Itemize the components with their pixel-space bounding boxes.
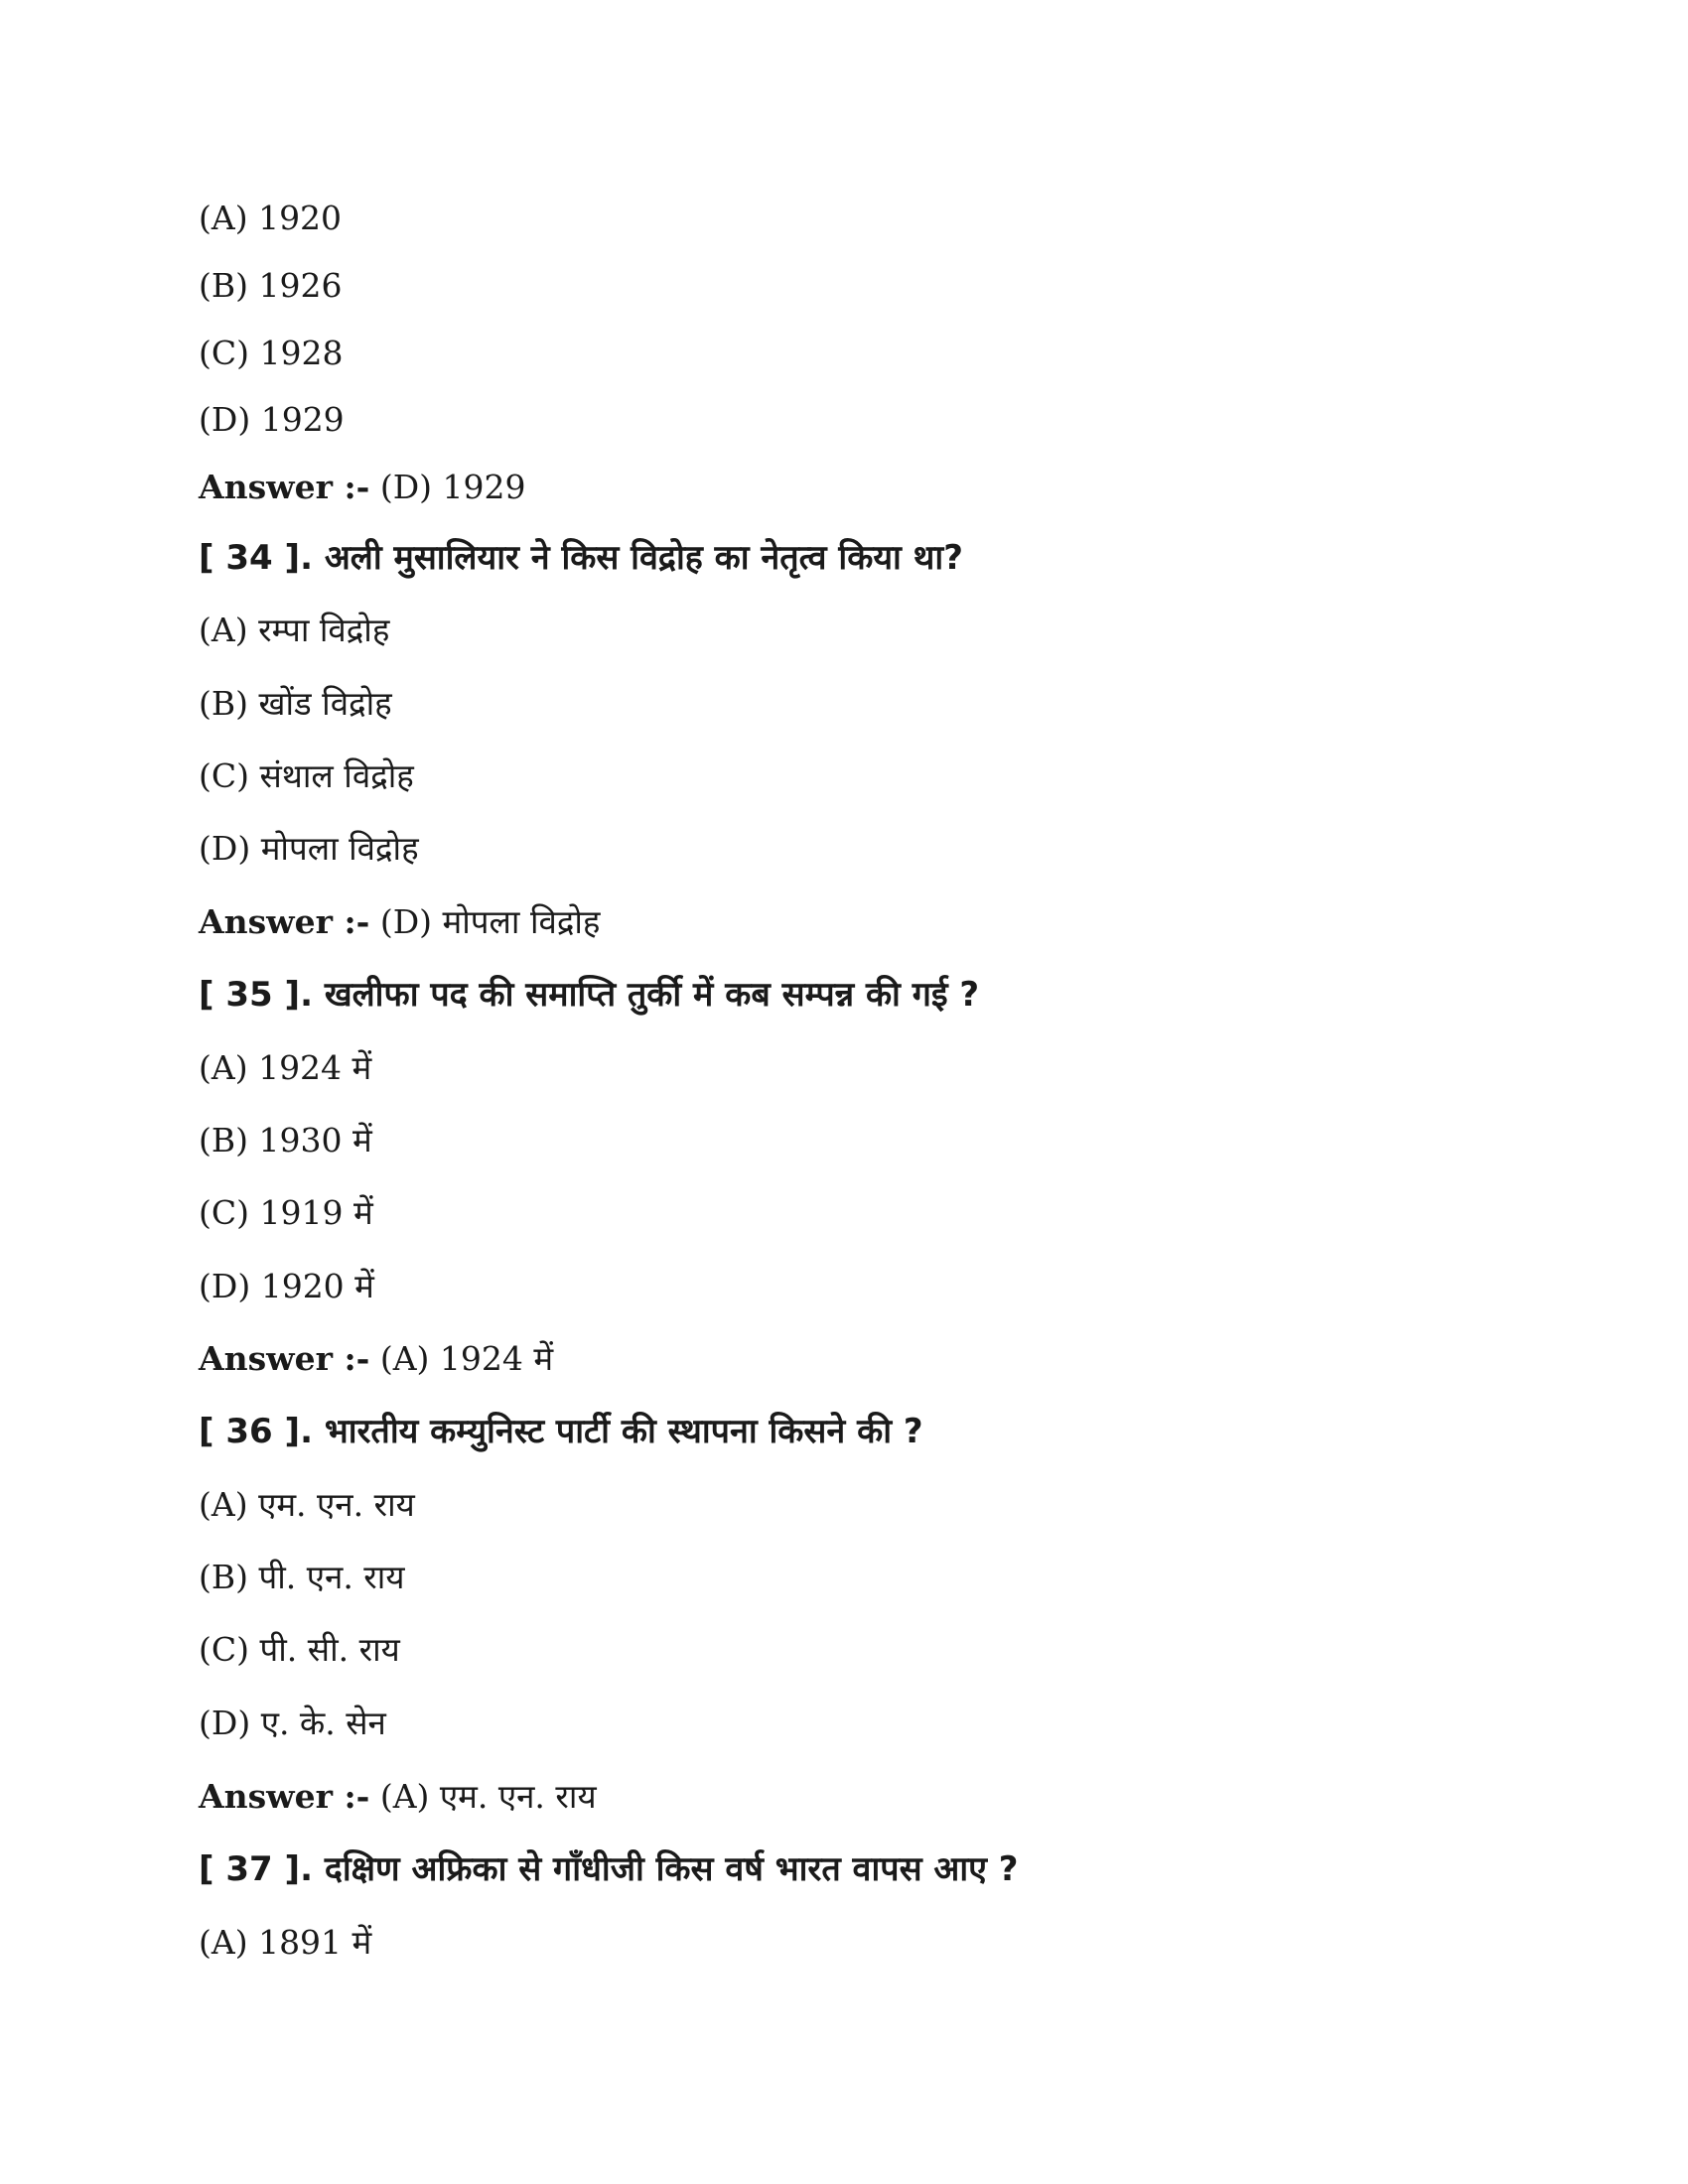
option-a: (A) 1891 में (199, 1923, 372, 1962)
answer-value: (D) मोपला विद्रोह (369, 902, 601, 941)
option-b: (B) 1930 में (199, 1121, 372, 1160)
answer-value: (A) एम. एन. राय (369, 1777, 597, 1816)
option-b: (B) पी. एन. राय (199, 1558, 405, 1596)
option-d: (D) 1929 (199, 400, 345, 439)
question-title: [ 37 ]. दक्षिण अफ्रिका से गाँधीजी किस वर्ष भारत वापस आए ? (199, 1849, 1019, 1889)
question-title: [ 36 ]. भारतीय कम्युनिस्ट पार्टी की स्थापना किसने की ? (199, 1412, 923, 1451)
answer-line (199, 466, 526, 509)
answer-label: Answer :- (199, 468, 370, 506)
answer-value: (D) 1929 (369, 468, 526, 506)
answer-label: Answer :- (199, 1339, 370, 1378)
answer-value: (A) 1924 में (369, 1339, 554, 1378)
option-a: (A) एम. एन. राय (199, 1485, 415, 1524)
option-c: (C) संथाल विद्रोह (199, 756, 414, 795)
option-a: (A) 1920 (199, 199, 343, 237)
option-b: (B) 1926 (199, 266, 343, 305)
question-title: [ 34 ]. अली मुसालियार ने किस विद्रोह का नेतृत्व किया था? (199, 538, 963, 578)
option-d: (D) 1920 में (199, 1267, 374, 1305)
answer-line (199, 900, 600, 944)
option-d: (D) मोपला विद्रोह (199, 829, 419, 868)
answer-label: Answer :- (199, 902, 370, 941)
answer-line (199, 1775, 597, 1819)
option-a: (A) 1924 में (199, 1048, 372, 1087)
option-c: (C) 1919 में (199, 1193, 373, 1232)
question-title: [ 35 ]. खलीफा पद की समाप्ति तुर्की में कब सम्पन्न की गई ? (199, 975, 980, 1015)
option-a: (A) रम्पा विद्रोह (199, 611, 390, 649)
option-c: (C) पी. सी. राय (199, 1630, 400, 1669)
option-d: (D) ए. के. सेन (199, 1704, 386, 1742)
option-c: (C) 1928 (199, 334, 344, 372)
answer-label: Answer :- (199, 1777, 370, 1816)
answer-line (199, 1337, 553, 1381)
option-b: (B) खोंड विद्रोह (199, 684, 392, 723)
